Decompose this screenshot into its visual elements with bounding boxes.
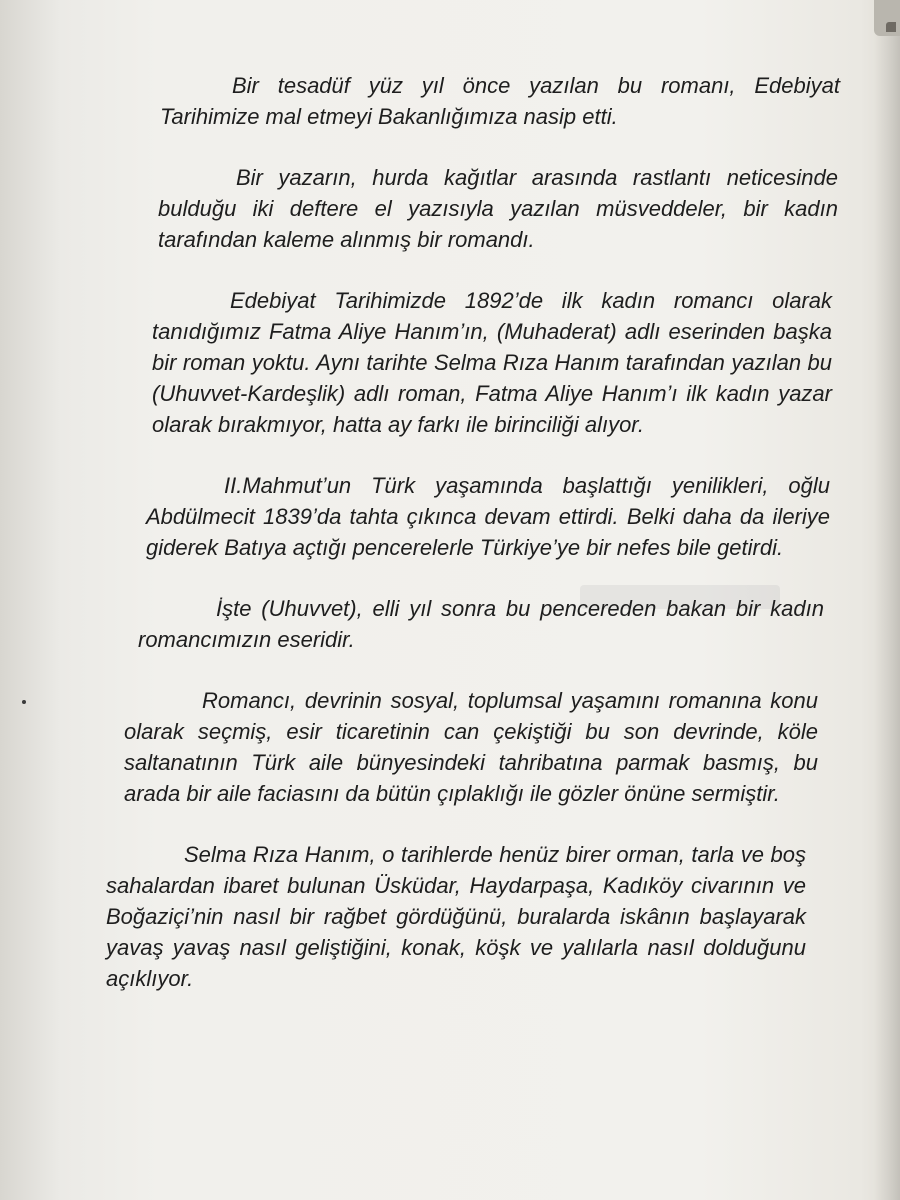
paragraph: II.Mahmut’un Türk yaşamında başlattığı yenilikleri, oğlu Abdülmecit 1839’da tahta çıkınca devam ettirdi. Belki daha da ileriye giderek Batıya açtığı pencerelerle Türkiye’ye bir nefes bile getirdi. xyxy=(146,473,830,560)
preface-text xyxy=(106,70,840,1024)
corner-mark xyxy=(886,22,896,32)
paragraph: İşte (Uhuvvet), elli yıl sonra bu pencereden bakan bir kadın romancımızın eseridir. xyxy=(138,596,824,652)
page-edge-shadow xyxy=(874,0,900,1200)
ink-dot xyxy=(22,700,26,704)
paragraph: Edebiyat Tarihimizde 1892’de ilk kadın romancı olarak tanıdığımız Fatma Aliye Hanım’ın, (Muhaderat) adlı eserinden başka bir roman yoktu. Aynı tarihte Selma Rıza Hanım tarafından yazılan bu (Uhuvvet-Kardeşlik) adlı roman, Fatma Aliye Hanım’ı ilk kadın yazar olarak bırakmıyor, hatta ay farkı ile birinciliği alıyor. xyxy=(152,288,832,437)
paragraph: Bir tesadüf yüz yıl önce yazılan bu romanı, Edebiyat Tarihimize mal etmeyi Bakanlığımıza nasip etti. xyxy=(160,73,840,129)
paragraph: Selma Rıza Hanım, o tarihlerde henüz birer orman, tarla ve boş sahalardan ibaret bulunan Üsküdar, Haydarpaşa, Kadıköy civarının ve Boğaziçi’nin nasıl bir rağbet gördüğünü, buralarda iskânın başlayarak yavaş yavaş nasıl geliştiğini, konak, köşk ve yalılarla nasıl dolduğunu açıklıyor. xyxy=(106,842,806,991)
page-corner xyxy=(874,0,900,36)
paragraph: Romancı, devrinin sosyal, toplumsal yaşamını romanına konu olarak seçmiş, esir ticaretinin can çekiştiği bu son devrinde, köle saltanatının Türk aile bünyesindeki tahribatına parmak basmış, bu arada bir aile faciasını da bütün çıplaklığı ile gözler önüne sermiştir. xyxy=(124,688,818,806)
paragraph: Bir yazarın, hurda kağıtlar arasında rastlantı neticesinde bulduğu iki deftere el yazısıyla yazılan müsveddeler, bir kadın tarafından kaleme alınmış bir romandı. xyxy=(158,165,838,252)
